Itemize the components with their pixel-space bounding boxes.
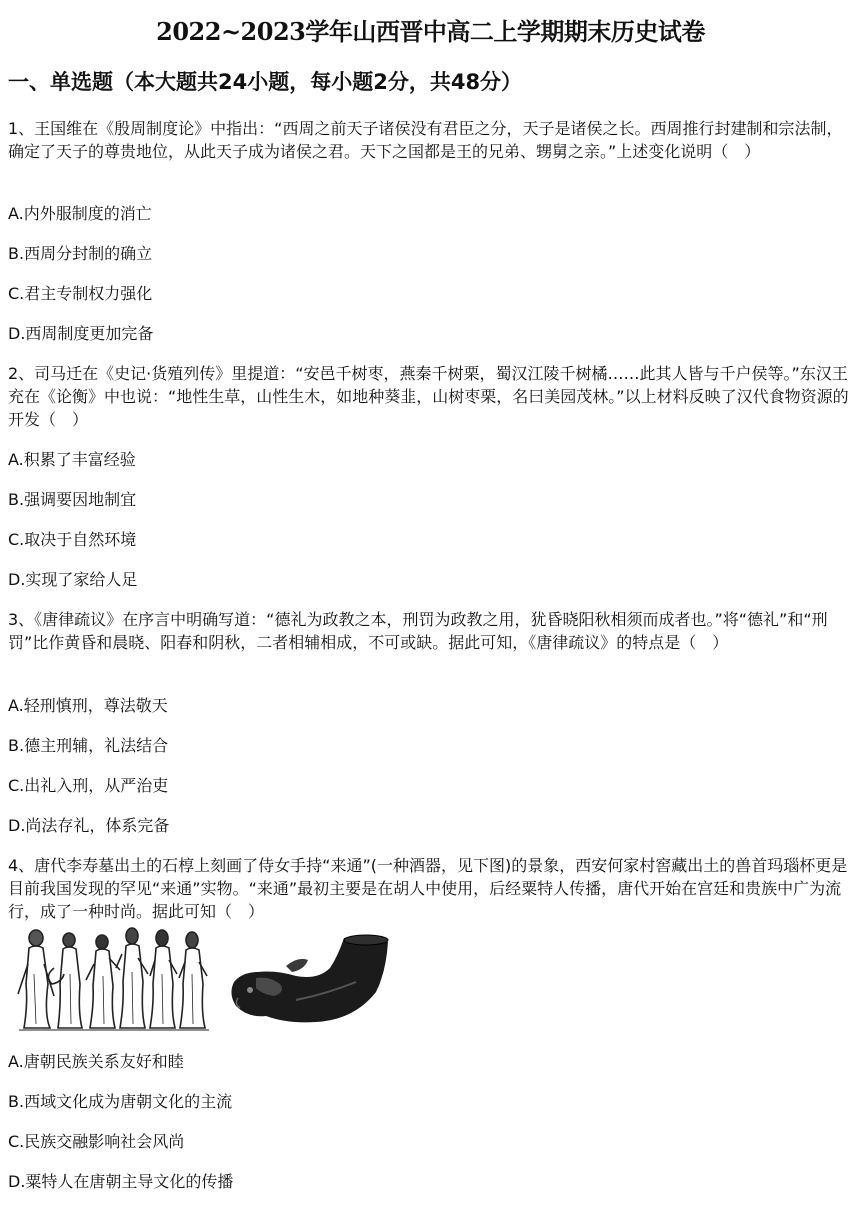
maids-carving-image [14,924,214,1034]
rhyton-vessel-image [226,932,391,1026]
exam-title: 2022~2023学年山西晋中高二上学期期末历史试卷 [156,17,705,46]
question-1-option-d: D.西周制度更加完备 [8,324,154,343]
question-3-option-d: D.尚法存礼，体系完备 [8,816,170,835]
question-4-stem: 4、唐代李寿墓出土的石椁上刻画了侍女手持“来通”(一种酒器，见下图)的景象，西安何家村窖藏出土的兽首玛瑙杯更是目前我国发现的罕见“来通”实物。“来通”最初主要是在胡人中使用，后经粟特人传播，唐代开始在宫廷和贵族中广为流行，成了一种时尚。据此可知（ ） [8,856,848,921]
question-2-option-b: B.强调要因地制宜 [8,490,137,509]
section-heading: 一、单选题（本大题共24小题，每小题2分，共48分） [8,70,523,94]
question-1-stem: 1、王国维在《殷周制度论》中指出：“西周之前天子诸侯没有君臣之分，天子是诸侯之长。西周推行封建制和宗法制，确定了天子的尊贵地位，从此天子成为诸侯之君。天下之国都是王的兄弟、甥舅之亲。”上述变化说明（ ） [8,119,843,161]
question-4-option-a: A.唐朝民族关系友好和睦 [8,1052,184,1071]
question-1-option-b: B.西周分封制的确立 [8,244,153,263]
question-2-option-c: C.取决于自然环境 [8,530,137,549]
question-2-stem: 2、司马迁在《史记·货殖列传》里提道：“安邑千树枣，燕秦千树栗，蜀汉江陵千树橘……此其人皆与千户侯等。”东汉王充在《论衡》中也说：“地性生草，山性生木，如地种葵韭，山树枣栗，名曰美园茂林。”以上材料反映了汉代食物资源的开发（ ） [8,364,849,429]
question-4-option-b: B.西域文化成为唐朝文化的主流 [8,1092,233,1111]
question-2-option-d: D.实现了家给人足 [8,570,138,589]
question-3-stem: 3、《唐律疏议》在序言中明确写道：“德礼为政教之本，刑罚为政教之用，犹昏晓阳秋相须而成者也。”将“德礼”和“刑罚”比作黄昏和晨晓、阳春和阴秋，二者相辅相成，不可或缺。据此可知，《唐律疏议》的特点是（ ） [8,610,828,652]
question-2-option-a: A.积累了丰富经验 [8,450,136,469]
question-3-option-c: C.出礼入刑，从严治吏 [8,776,169,795]
question-1-option-c: C.君主专制权力强化 [8,284,153,303]
question-3-option-a: A.轻刑慎刑，尊法敬天 [8,696,168,715]
question-3-option-b: B.德主刑辅，礼法结合 [8,736,169,755]
question-4-option-c: C.民族交融影响社会风尚 [8,1132,185,1151]
question-1-option-a: A.内外服制度的消亡 [8,204,152,223]
question-4-option-d: D.粟特人在唐朝主导文化的传播 [8,1172,234,1191]
